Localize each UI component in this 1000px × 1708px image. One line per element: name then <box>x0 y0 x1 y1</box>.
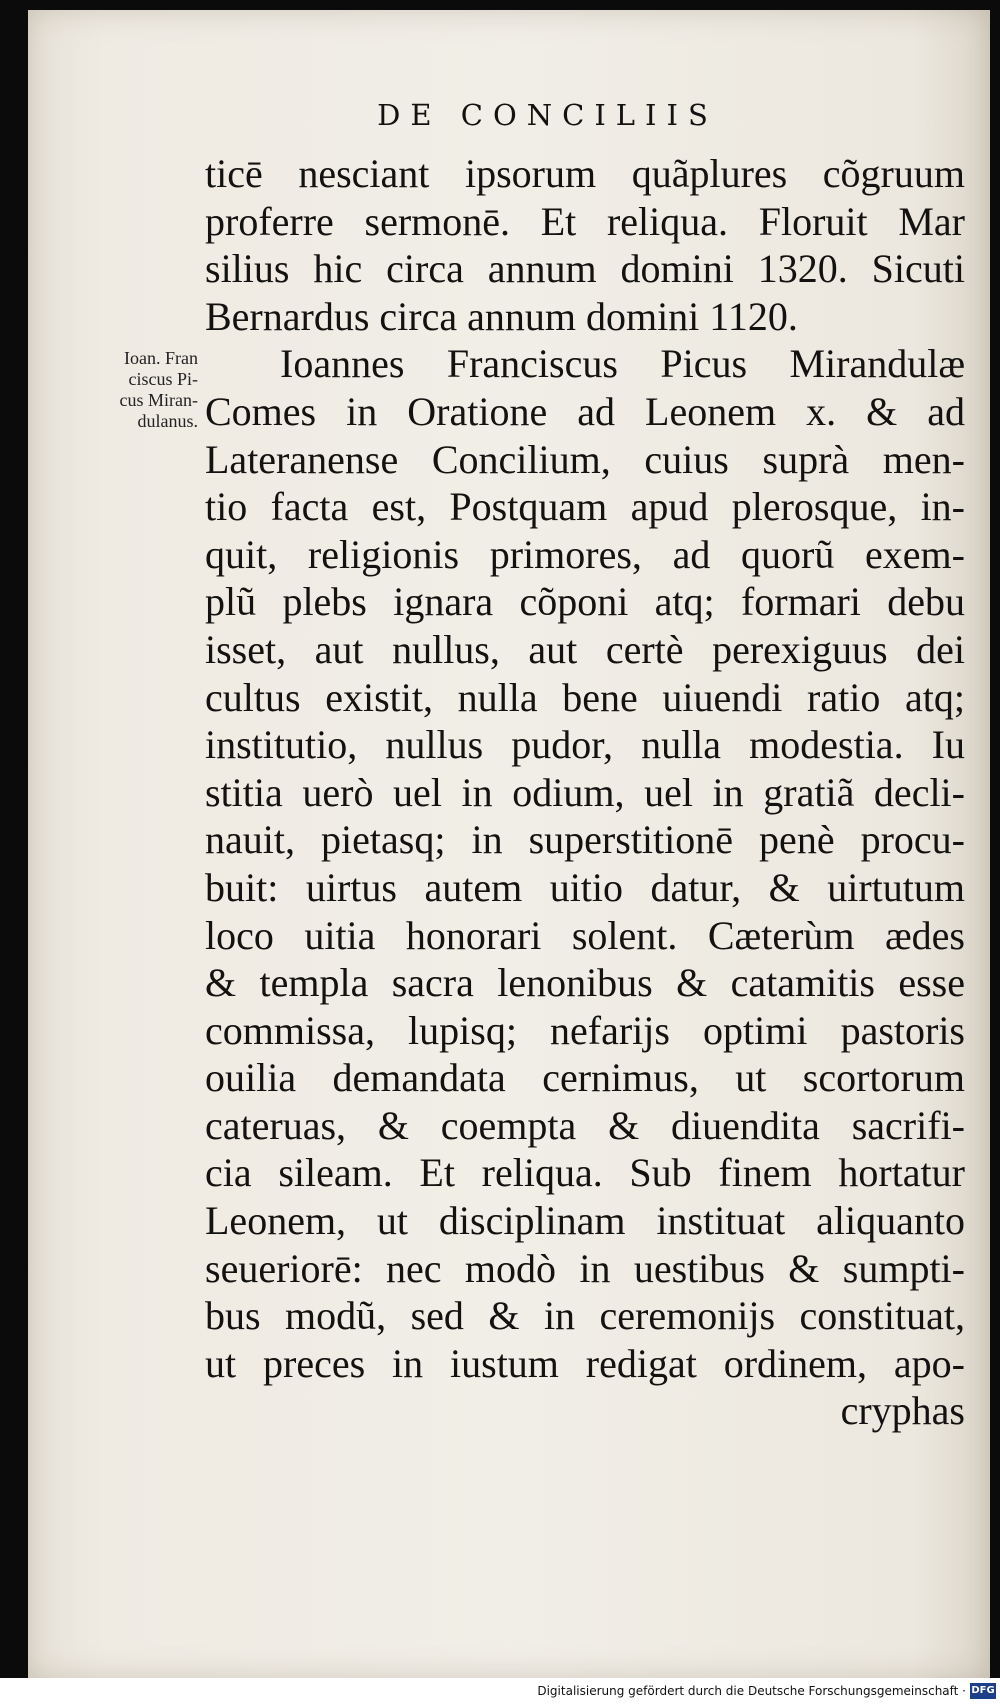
text-line: ut preces in iustum redigat ordinem, apo- <box>205 1340 965 1386</box>
text-line: institutio, nullus pudor, nulla modestia. Iu <box>205 722 965 768</box>
funding-credit: Digitalisierung gefördert durch die Deutsche Forschungsgemeinschaft · <box>537 1684 966 1698</box>
marginal-note-line: cus Miran- <box>119 390 198 410</box>
text-line: bus modũ, sed & in ceremonijs constituat, <box>205 1293 965 1339</box>
text-line: buit: uirtus autem uitio datur, & uirtutum <box>205 864 965 910</box>
text-line: ouilia demandata cernimus, ut scortorum <box>205 1055 965 1101</box>
marginal-note <box>58 348 198 432</box>
digitization-footer <box>0 1678 1000 1708</box>
text-line: plũ plebs ignara cõponi atq; formari debu <box>205 579 965 625</box>
catchword: cryphas <box>840 1388 965 1434</box>
text-line: stitia uerò uel in odium, uel in gratiã decli- <box>205 769 965 815</box>
text-line: tio facta est, Postquam apud plerosque, in- <box>205 484 965 530</box>
marginal-note-line: dulanus. <box>137 411 198 431</box>
body-text <box>205 150 965 1435</box>
text-line: & templa sacra lenonibus & catamitis esse <box>205 960 965 1006</box>
text-line: silius hic circa annum domini 1320. Sicuti <box>205 246 965 292</box>
text-line: proferre sermonē. Et reliqua. Floruit Mar <box>205 198 965 244</box>
text-line: Ioannes Franciscus Picus Mirandulæ <box>280 341 965 387</box>
dfg-logo: DFG <box>970 1683 996 1699</box>
marginal-note-line: ciscus Pi- <box>128 369 198 389</box>
text-line: cultus existit, nulla bene uiuendi ratio atq; <box>205 674 965 720</box>
text-line: nauit, pietasq; in superstitionē penè procu- <box>205 817 965 863</box>
text-line: loco uitia honorari solent. Cæterùm ædes <box>205 912 965 958</box>
text-line: Comes in Oratione ad Leonem x. & ad <box>205 388 965 434</box>
text-line: Bernardus circa annum domini 1120. <box>205 293 798 339</box>
text-line: cateruas, & coempta & diuendita sacrifi- <box>205 1102 965 1148</box>
text-line: ticē nesciant ipsorum quãplures cõgruum <box>205 151 965 196</box>
text-line: Lateranense Concilium, cuius suprà men- <box>205 436 965 482</box>
text-line: isset, aut nullus, aut certè perexiguus dei <box>205 626 965 672</box>
running-head: DE CONCILIIS <box>377 98 718 132</box>
text-line: Leonem, ut disciplinam instituat aliquanto <box>205 1198 965 1244</box>
text-line: commissa, lupisq; nefarijs optimi pastoris <box>205 1007 965 1053</box>
text-line: quit, religionis primores, ad quorũ exem- <box>205 531 965 577</box>
marginal-note-line: Ioan. Fran <box>124 348 198 368</box>
text-line: cia sileam. Et reliqua. Sub finem hortatur <box>205 1150 965 1196</box>
text-line: seueriorē: nec modò in uestibus & sumpti- <box>205 1245 965 1291</box>
